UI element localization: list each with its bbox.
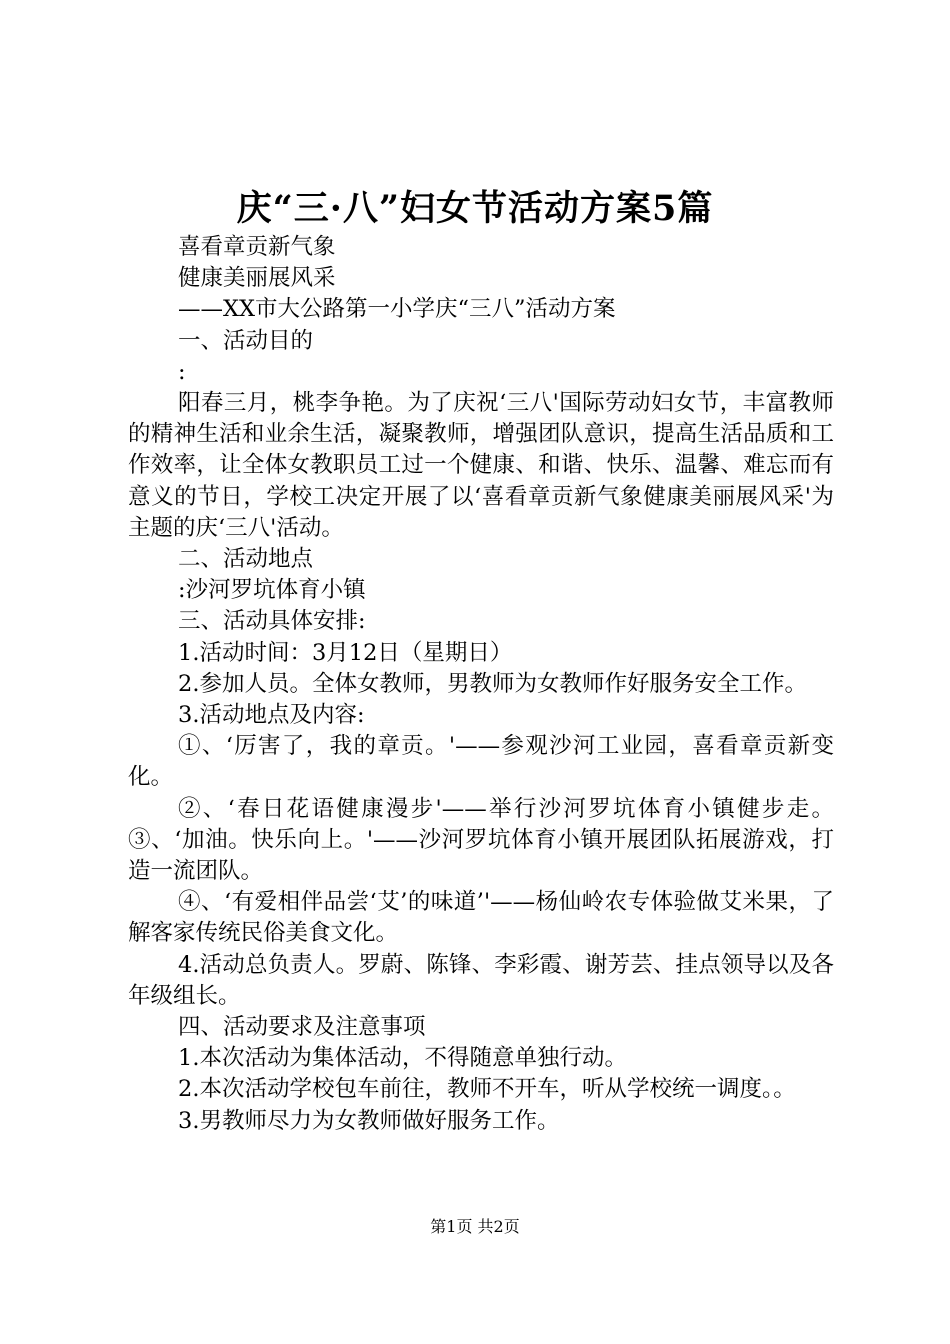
paragraph-item-2-3: ②、‘春日花语健康漫步'——举行沙河罗坑体育小镇健步走。③、‘加油。快乐向上。'——沙河罗坑体育小镇开展团队拓展游戏，打造一流团队。 — [128, 795, 834, 885]
paragraph-time: 1.活动时间：3月12日（星期日） — [178, 639, 513, 666]
paragraph-participants: 2.参加人员。全体女教师，男教师为女教师作好服务安全工作。 — [178, 670, 807, 697]
paragraph-requirement-1: 1.本次活动为集体活动，不得随意单独行动。 — [178, 1045, 627, 1072]
paragraph-purpose: 阳春三月，桃李争艳。为了庆祝‘三八'国际劳动妇女节，丰富教师的精神生活和业余生活，凝聚教师，增强团队意识，提高生活品质和工作效率，让全体女教职员工过一个健康、和谐、快乐、温馨、难忘而有意义的节日，学校工决定开展了以‘喜看章贡新气象健康美丽展风采'为主题的庆‘三八'活动。 — [128, 390, 834, 541]
heading-purpose: 一、活动目的 — [178, 327, 314, 354]
paragraph-requirement-3: 3.男教师尽力为女教师做好服务工作。 — [178, 1107, 560, 1134]
paragraph-item-1: ①、‘厉害了，我的章贡。'——参观沙河工业园，喜看章贡新变化。 — [128, 733, 834, 791]
paragraph-location: :沙河罗坑体育小镇 — [178, 577, 366, 604]
paragraph-requirement-2: 2.本次活动学校包车前往，教师不开车，听从学校统一调度。。 — [178, 1076, 796, 1103]
paragraph-location-content: 3.活动地点及内容: — [178, 702, 365, 729]
paragraph-slogan-1: 喜看章贡新气象 — [178, 234, 336, 260]
paragraph-subtitle: ——XX市大公路第一小学庆“三八”活动方案 — [178, 296, 616, 323]
heading-requirements: 四、活动要求及注意事项 — [178, 1014, 426, 1041]
paragraph-item-4: ④、‘有爱相伴品尝‘艾’的味道’'——杨仙岭农专体验做艾米果，了解客家传统民俗美食文化。 — [128, 889, 834, 947]
heading-arrangement: 三、活动具体安排: — [178, 608, 366, 635]
paragraph-responsible: 4.活动总负责人。罗蔚、陈锋、李彩霞、谢芳芸、挂点领导以及各年级组长。 — [128, 951, 834, 1009]
heading-location: 二、活动地点 — [178, 546, 314, 573]
paragraph-slogan-2: 健康美丽展风采 — [178, 265, 336, 292]
document-title: 庆“三·八”妇女节活动方案5篇 — [236, 188, 714, 229]
paragraph-colon: : — [178, 358, 186, 385]
document-body — [128, 232, 834, 1137]
page-number: 第1页 共2页 — [430, 1217, 520, 1236]
